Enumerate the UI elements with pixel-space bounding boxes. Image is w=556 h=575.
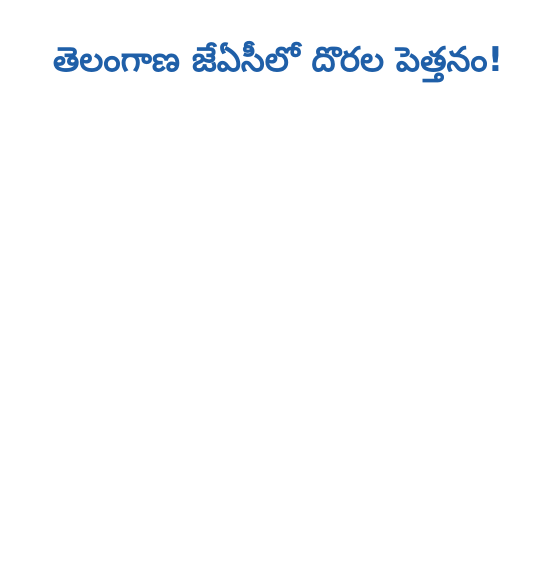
headline: తెలంగాణ జేఏసీలో దొరల పెత్తనం! xyxy=(52,39,504,80)
newspaper-clipping xyxy=(10,8,546,567)
article-body xyxy=(10,92,546,562)
